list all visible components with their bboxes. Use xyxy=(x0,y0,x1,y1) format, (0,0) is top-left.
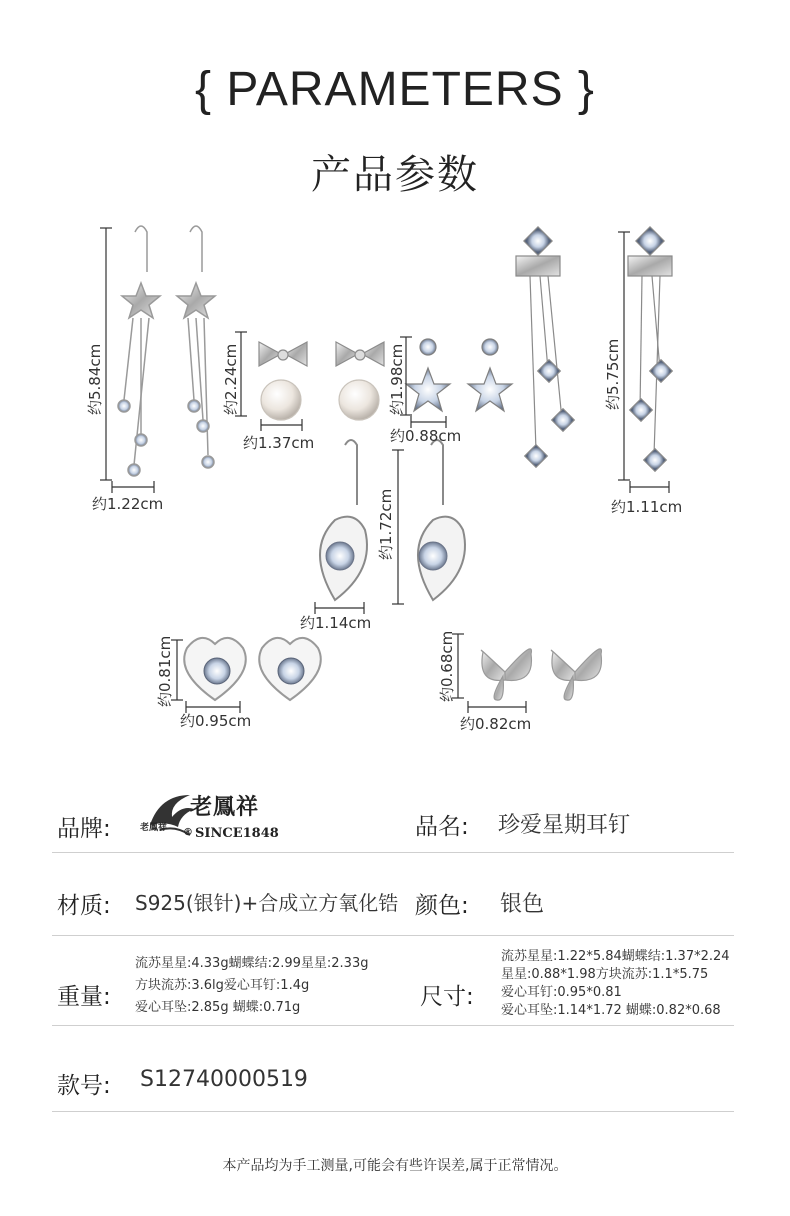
dim-bow-width: 约1.37cm xyxy=(243,434,315,452)
dim-bow-height: 约2.24cm xyxy=(222,343,240,415)
size-line: 流苏星星:1.22*5.84蝴蝶结:1.37*2.24 xyxy=(501,949,730,964)
dim-heart-pendant-width: 约1.14cm xyxy=(300,614,372,632)
brand-logo-chinese: 老鳳祥 xyxy=(190,794,260,820)
weight-list xyxy=(135,953,368,1019)
size-list xyxy=(501,948,730,1020)
tassel-star-earrings xyxy=(118,226,215,476)
model-value: S12740000519 xyxy=(140,1067,308,1092)
square-tassel-earring-right xyxy=(628,227,672,471)
brand-logo-small: 老鳳祥 xyxy=(140,823,168,833)
weight-label: 重量: xyxy=(57,984,111,1010)
dim-square-tassel-width: 约1.11cm xyxy=(611,498,683,516)
material-value: S925(银针)+合成立方氧化锆 xyxy=(135,891,399,915)
butterfly-stud-earrings xyxy=(481,649,601,700)
divider xyxy=(52,1025,734,1026)
size-line: 爱心耳坠:1.14*1.72 蝴蝶:0.82*0.68 xyxy=(501,1003,721,1018)
divider xyxy=(52,852,734,853)
dim-tassel-star-width: 约1.22cm xyxy=(92,495,164,513)
star-earrings xyxy=(406,339,512,411)
size-line: 爱心耳钉:0.95*0.81 xyxy=(501,985,622,1000)
square-tassel-earring-left xyxy=(516,227,574,467)
heart-stud-earrings xyxy=(184,638,321,700)
material-label: 材质: xyxy=(57,893,111,919)
dim-heart-stud-width: 约0.95cm xyxy=(180,712,252,730)
dim-tassel-star-height: 约5.84cm xyxy=(86,343,104,415)
product-name-label: 品名: xyxy=(415,814,469,840)
size-line: 星星:0.88*1.98方块流苏:1.1*5.75 xyxy=(501,967,709,982)
dim-heart-stud-height: 约0.81cm xyxy=(156,635,174,707)
color-value: 银色 xyxy=(500,892,545,917)
weight-line: 流苏星星:4.33g蝴蝶结:2.99星星:2.33g xyxy=(135,956,369,971)
brand-logo-english: SINCE1848 xyxy=(195,826,279,841)
weight-line: 爱心耳坠:2.85g 蝴蝶:0.71g xyxy=(135,1000,301,1015)
bow-pearl-earrings xyxy=(259,342,384,420)
size-label: 尺寸: xyxy=(420,984,474,1010)
dim-star-width: 约0.88cm xyxy=(390,427,462,445)
dim-heart-pendant-height: 约1.72cm xyxy=(377,488,395,560)
registered-mark: ® xyxy=(183,827,193,838)
dim-star-height: 约1.98cm xyxy=(388,343,406,415)
dim-square-tassel-height: 约5.75cm xyxy=(604,338,622,410)
dim-butterfly-width: 约0.82cm xyxy=(460,715,532,733)
dim-butterfly-height: 约0.68cm xyxy=(438,630,456,702)
product-name-value: 珍爱星期耳钉 xyxy=(498,813,631,838)
brand-logo xyxy=(140,790,290,845)
divider xyxy=(52,935,734,936)
divider xyxy=(52,1111,734,1112)
brand-label: 品牌: xyxy=(57,816,111,842)
model-label: 款号: xyxy=(57,1073,111,1099)
weight-line: 方块流苏:3.6lg爱心耳钉:1.4g xyxy=(135,978,310,993)
color-label: 颜色: xyxy=(415,893,469,919)
footer-note: 本产品均为手工测量,可能会有些许误差,属于正常情况。 xyxy=(222,1158,568,1174)
title-english: { PARAMETERS } xyxy=(195,63,595,116)
title-chinese: 产品参数 xyxy=(311,152,479,198)
